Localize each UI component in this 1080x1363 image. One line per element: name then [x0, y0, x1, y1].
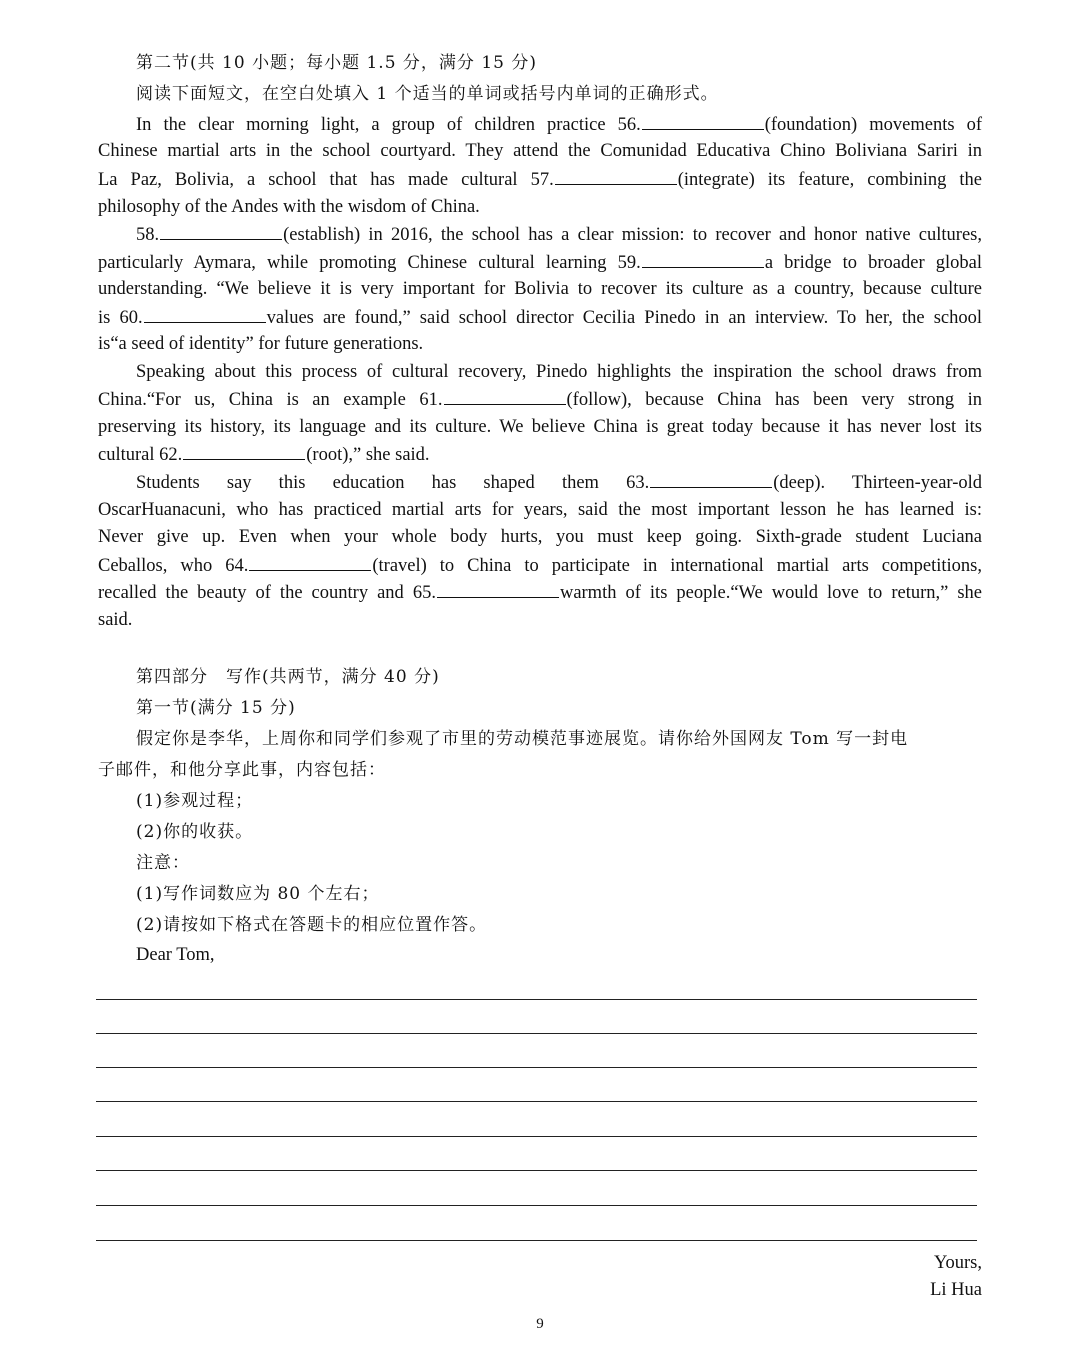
passage-line: OscarHuanacuni, who has practiced martial arts for years, said the most important lesson he has learned is:	[98, 500, 982, 520]
passage-line: Speaking about this process of cultural recovery, Pinedo highlights the inspiration the school draws from	[136, 362, 982, 382]
writing-line[interactable]	[96, 1240, 977, 1241]
section-heading: 第二节(共 10 小题；每小题 1.5 分，满分 15 分)	[136, 53, 537, 73]
writing-prompt: 假定你是李华，上周你和同学们参观了市里的劳动模范事迹展览。请你给外国网友 Tom 写一封电	[136, 729, 909, 749]
passage-line: Students say this education has shaped them 63. (deep). Thirteen-year-old	[136, 469, 982, 497]
part-heading: 第四部分 写作(共两节，满分 40 分)	[136, 667, 440, 687]
passage-line: China.“For us, China is an example 61. (follow), because China has been very strong in	[98, 386, 982, 414]
passage-line: philosophy of the Andes with the wisdom of China.	[98, 197, 480, 217]
salutation: Dear Tom,	[136, 945, 215, 965]
writing-line[interactable]	[96, 1101, 977, 1102]
passage-line: Ceballos, who 64. (travel) to China to participate in international martial arts competitions,	[98, 552, 982, 580]
signature: Li Hua	[930, 1280, 982, 1300]
closing: Yours,	[934, 1253, 982, 1273]
passage-line: La Paz, Bolivia, a school that has made cultural 57. (integrate) its feature, combining the	[98, 166, 982, 194]
prompt-item: (2)你的收获。	[136, 822, 254, 842]
writing-line[interactable]	[96, 999, 977, 1000]
writing-line[interactable]	[96, 1170, 977, 1171]
prompt-item: (1)参观过程；	[136, 791, 254, 811]
writing-line[interactable]	[96, 1033, 977, 1034]
answer-blank-58[interactable]	[160, 221, 282, 240]
writing-line[interactable]	[96, 1067, 977, 1068]
passage-line: particularly Aymara, while promoting Chinese cultural learning 59. a bridge to broader global	[98, 249, 982, 277]
passage-line: In the clear morning light, a group of children practice 56. (foundation) movements of	[136, 111, 982, 139]
answer-blank-59[interactable]	[642, 249, 764, 268]
answer-blank-57[interactable]	[555, 166, 677, 185]
passage-line: Never give up. Even when your whole body hurts, you must keep going. Sixth-grade student Luciana	[98, 527, 982, 547]
answer-blank-63[interactable]	[650, 469, 772, 488]
passage-line: understanding. “We believe it is very important for Bolivia to recover its culture as a country, because culture	[98, 279, 982, 299]
passage-line: cultural 62. (root),” she said.	[98, 441, 982, 469]
passage-line: said.	[98, 610, 133, 630]
note-item: (2)请按如下格式在答题卡的相应位置作答。	[136, 915, 488, 935]
passage-line: preserving its history, its language and its culture. We believe China is great today because it has never lost its	[98, 417, 982, 437]
writing-prompt: 子邮件，和他分享此事，内容包括：	[98, 760, 386, 780]
writing-line[interactable]	[96, 1205, 977, 1206]
answer-blank-56[interactable]	[642, 111, 764, 130]
answer-blank-61[interactable]	[444, 386, 566, 405]
page-number: 9	[536, 1316, 544, 1332]
passage-line: is“a seed of identity” for future generations.	[98, 334, 424, 354]
answer-blank-64[interactable]	[249, 552, 371, 571]
section-heading: 第一节(满分 15 分)	[136, 698, 296, 718]
answer-blank-62[interactable]	[183, 441, 305, 460]
writing-line[interactable]	[96, 1136, 977, 1137]
note-item: (1)写作词数应为 80 个左右；	[136, 884, 380, 904]
section-instruction: 阅读下面短文，在空白处填入 1 个适当的单词或括号内单词的正确形式。	[136, 84, 719, 104]
passage-line: 58. (establish) in 2016, the school has a clear mission: to recover and honor native cultures,	[136, 221, 982, 249]
passage-line: is 60. values are found,” said school director Cecilia Pinedo in an interview. To her, the school	[98, 304, 982, 332]
answer-blank-65[interactable]	[437, 579, 559, 598]
passage-line: Chinese martial arts in the school courtyard. They attend the Comunidad Educativa Chino Boliviana Sariri in	[98, 141, 982, 161]
passage-line: recalled the beauty of the country and 65. warmth of its people.“We would love to return,” she	[98, 579, 982, 607]
answer-blank-60[interactable]	[144, 304, 266, 323]
note-heading: 注意：	[136, 853, 190, 873]
